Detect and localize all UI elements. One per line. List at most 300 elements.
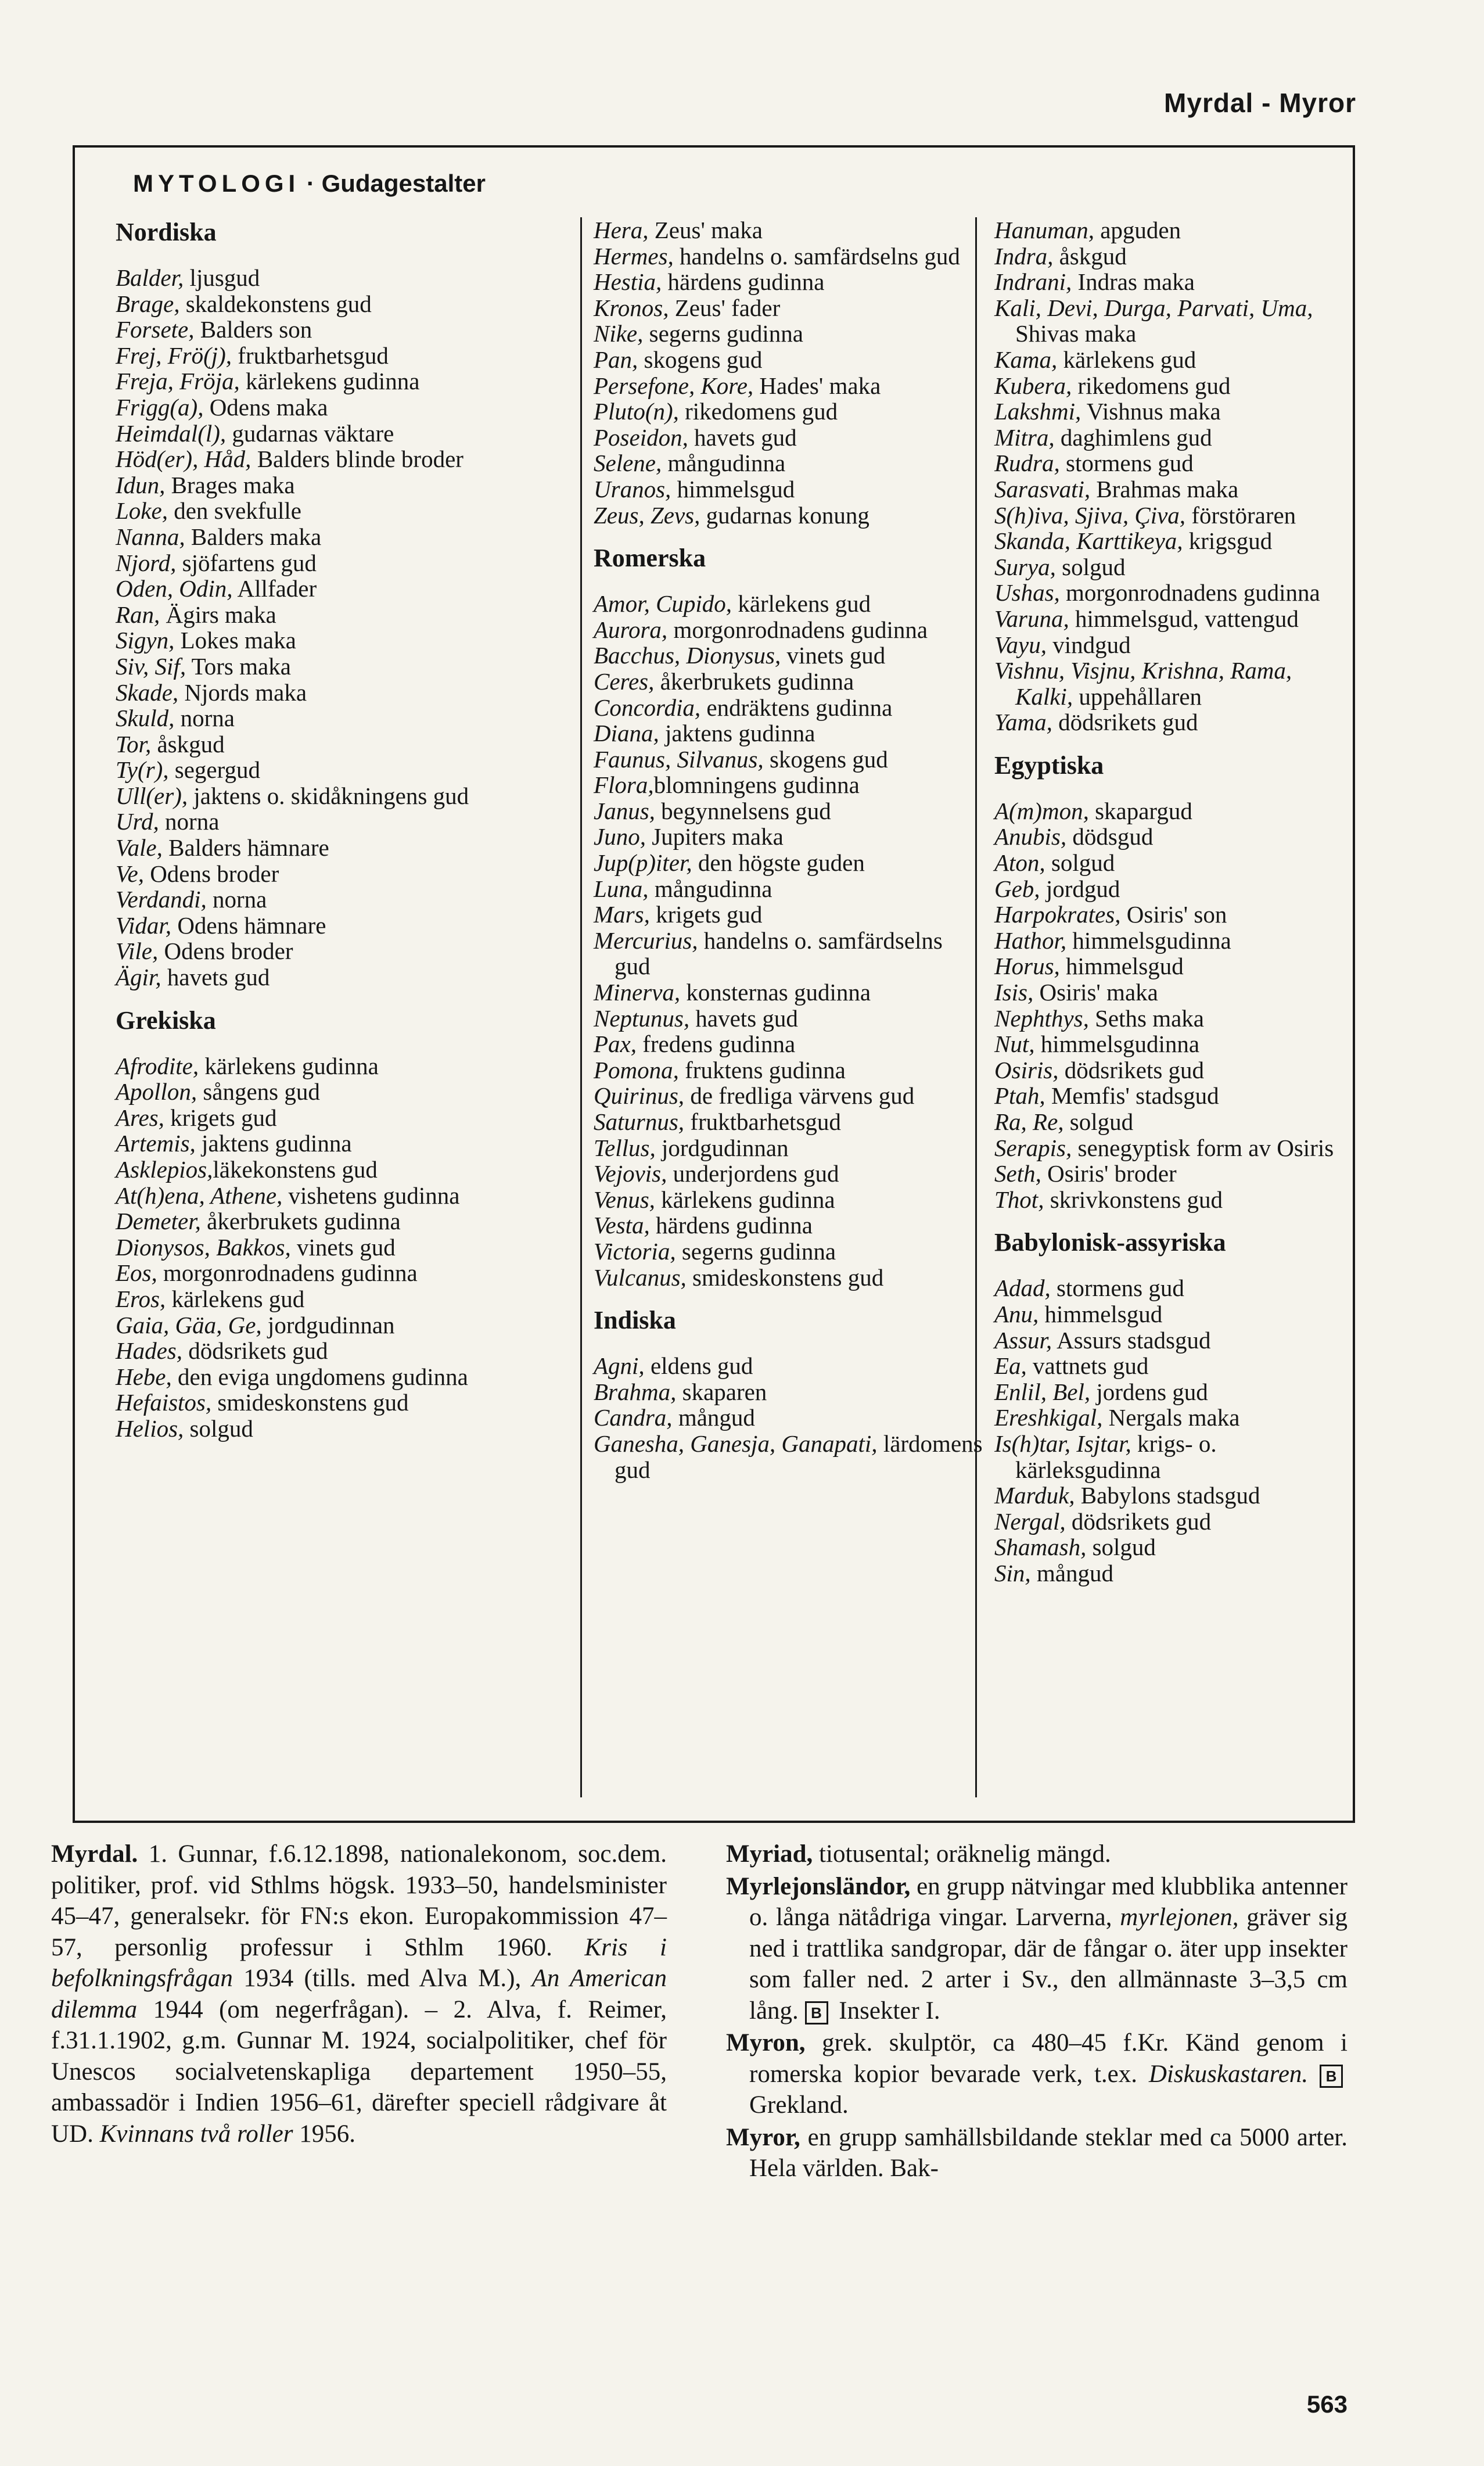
deity-description: läkekonstens gud (213, 1156, 378, 1183)
section-heading: Babylonisk-assyriska (994, 1228, 1226, 1257)
deity-description: jaktens gudinna (195, 1130, 352, 1157)
deity-entry (994, 476, 1354, 502)
deity-entry (594, 642, 983, 669)
deity-entry (994, 1057, 1354, 1083)
column-1 (116, 217, 534, 1797)
deity-name: Vejovis, (594, 1160, 667, 1187)
deity-entry (116, 1338, 534, 1364)
deity-name: Selene, (594, 450, 662, 477)
deity-name: Quirinus, (594, 1082, 685, 1110)
deity-entry (994, 979, 1354, 1006)
deity-name: Balder, (116, 264, 184, 291)
deity-description: handelns o. samfärdselns gud (673, 242, 960, 270)
deity-name: Vale, (116, 834, 163, 862)
deity-description: Lokes maka (174, 627, 296, 654)
deity-name: Ares, (116, 1104, 164, 1131)
deity-entry (594, 772, 983, 798)
deity-description: solgud (1055, 553, 1126, 580)
section-heading: Nordiska (116, 218, 217, 246)
deity-name: Indrani, (994, 268, 1072, 296)
deity-entry (994, 528, 1354, 554)
deity-name: Sarasvati, (994, 475, 1091, 502)
deity-description: vinets gud (290, 1233, 396, 1261)
entries-right (726, 1839, 1348, 2185)
entry-text: en grupp nätvingar med klubblika antenner o. långa nätådriga vingar. Larverna, (749, 1872, 1348, 1931)
deity-name: Amor, Cupido, (594, 590, 732, 618)
section-heading: Egyptiska (994, 751, 1104, 780)
deity-name: Ve, (116, 860, 144, 887)
deity-name: Luna, (594, 875, 649, 902)
deity-name: Juno, (594, 823, 646, 850)
deity-name: Siv, Sif, (116, 652, 186, 680)
deity-entry (594, 425, 983, 451)
deity-entry (994, 1161, 1354, 1187)
deity-name: Apollon, (116, 1078, 197, 1105)
deity-name: Nanna, (116, 523, 185, 550)
deity-description: Indras maka (1072, 268, 1195, 296)
deity-entry (594, 1353, 983, 1379)
deity-entry (116, 1312, 534, 1338)
deity-entry (994, 269, 1354, 295)
deity-entry (594, 1135, 983, 1161)
entry-text: gräver sig ned i trattlika sandgropar, där de fångar o. äter upp insekter som faller ned. 2 arter i Sv., den allmännaste 3–3,5 cm lång. (749, 1904, 1348, 2025)
deity-description: åskgud (1053, 242, 1127, 270)
deity-description: Ägirs maka (160, 601, 276, 628)
deity-name: Harpokrates, (994, 901, 1121, 928)
deity-description: endräktens gudinna (700, 694, 893, 721)
deity-description: Hades' maka (753, 372, 881, 399)
deity-name: Tor, (116, 730, 152, 758)
deity-description: skaldekonstens gud (179, 290, 372, 317)
deity-name: Persefone, Kore, (594, 372, 754, 399)
deity-name: Vesta, (594, 1212, 650, 1239)
deity-entry (594, 669, 983, 695)
deity-name: Urd, (116, 808, 159, 835)
deity-description: fruktens gudinna (678, 1056, 846, 1083)
entry-text: 1944 (om negerfrågan). – 2. Alva, f. Reimer, f.31.1.1902, g.m. Gunnar M. 1924, socialpolitiker, chef för Unescos socialvetenskapliga departement 1950–55, ambassadör i Indien 1956–61, därefter speciell rådgivare åt UD. (51, 1995, 667, 2148)
deity-entry (994, 798, 1354, 824)
deity-description: Osiris' broder (1041, 1160, 1177, 1187)
deity-entry (994, 580, 1354, 606)
deity-entry (994, 1006, 1354, 1032)
deity-name: Ty(r), (116, 756, 169, 784)
deity-entry (994, 658, 1354, 709)
deity-name: Varuna, (994, 605, 1069, 632)
cross-reference-link[interactable]: Grekland. (749, 2091, 849, 2119)
running-title: Myrdal - Myror (1164, 88, 1356, 118)
deity-description: himmelsgud (671, 475, 795, 502)
deity-name: Frej, Frö(j), (116, 342, 232, 369)
deity-description: kärlekens gudinna (239, 368, 420, 395)
deity-entry (594, 1239, 983, 1265)
deity-entry (116, 317, 534, 343)
deity-name: Ptah, (994, 1082, 1045, 1110)
deity-description: jaktens gudinna (659, 720, 815, 747)
deity-entry (116, 938, 534, 964)
deity-name: Vile, (116, 938, 159, 965)
deity-description: smideskonstens gud (211, 1389, 409, 1416)
entry-myrdal (51, 1839, 667, 2151)
deity-name: Aurora, (594, 616, 668, 643)
headword: Myriad, (726, 1840, 813, 1868)
deity-description: krigets gud (649, 901, 763, 928)
deity-description: skogens gud (638, 346, 763, 373)
deity-entry (994, 1379, 1354, 1405)
deity-name: Hades, (116, 1337, 183, 1365)
deity-name: Is(h)tar, Isjtar, (994, 1430, 1131, 1457)
deity-name: Mars, (594, 901, 650, 928)
deity-entry (994, 1031, 1354, 1057)
column-2 (580, 217, 983, 1797)
deity-name: Brahma, (594, 1378, 677, 1405)
deity-description: Balders son (194, 316, 312, 343)
deity-entry (116, 627, 534, 654)
deity-name: Saturnus, (594, 1108, 685, 1135)
deity-description: åkerbrukets gudinna (654, 667, 854, 695)
deity-entry (116, 1286, 534, 1312)
deity-entry (994, 1353, 1354, 1379)
deity-name: Faunus, Silvanus, (594, 745, 764, 773)
deity-entry (116, 1130, 534, 1157)
deity-description: Balders blinde broder (251, 446, 463, 473)
deity-name: Pax, (594, 1031, 637, 1058)
deity-name: Ereshkigal, (994, 1404, 1103, 1431)
deity-description: Odens broder (158, 938, 293, 965)
deity-description: segerns gudinna (675, 1237, 836, 1265)
deity-entry (994, 347, 1354, 373)
deity-name: Jup(p)iter, (594, 849, 692, 877)
deity-entry (994, 953, 1354, 979)
deity-name: Frigg(a), (116, 393, 204, 421)
deity-entry (594, 217, 983, 243)
deity-entry (594, 798, 983, 824)
deity-name: Anubis, (994, 823, 1067, 850)
deity-entry (116, 705, 534, 731)
deity-description: jordgudinnan (655, 1134, 789, 1161)
deity-description: himmelsgud (1039, 1300, 1163, 1327)
deity-name: Vidar, (116, 911, 172, 939)
deity-description: begynnelsens gud (655, 797, 831, 824)
deity-description: kärlekens gudinna (655, 1186, 835, 1213)
deity-name: Pluto(n), (594, 398, 679, 425)
deity-entry (116, 576, 534, 602)
deity-name: Mercurius, (594, 927, 698, 954)
deity-entry (594, 695, 983, 721)
deity-name: S(h)iva, Sjiva, Çiva, (994, 501, 1186, 529)
deity-name: Ra, Re, (994, 1108, 1064, 1135)
deity-name: Demeter, (116, 1208, 201, 1235)
deity-description: skogens gud (763, 745, 888, 773)
deity-entry (994, 902, 1354, 928)
deity-entry (116, 1105, 534, 1131)
picture-reference-icon: B (1320, 2065, 1343, 2088)
deity-description: stormens gud (1059, 450, 1194, 477)
deity-name: Horus, (994, 953, 1060, 980)
deity-name: Dionysos, Bakkos, (116, 1233, 291, 1261)
deity-name: Nike, (594, 320, 644, 347)
deity-entry (116, 394, 534, 421)
deity-entry (994, 450, 1354, 476)
deity-name: Skanda, Karttikeya, (994, 527, 1183, 555)
deity-description: den eviga ungdomens gudinna (171, 1363, 468, 1390)
deity-name: Isis, (994, 979, 1034, 1006)
entry-italic: myrlejonen, (1120, 1904, 1239, 1931)
deity-entry (594, 876, 983, 902)
deity-description: norna (206, 886, 267, 913)
deity-description: Nergals maka (1102, 1404, 1240, 1431)
deity-description: åskgud (151, 730, 225, 758)
deity-description: Seths maka (1088, 1004, 1204, 1032)
deity-entry (594, 720, 983, 746)
myrdal-paragraph (51, 1839, 667, 2149)
deity-description: Odens broder (143, 860, 279, 887)
deity-entry (116, 913, 534, 939)
deity-name: Assur, (994, 1326, 1052, 1354)
deity-name: Artemis, (116, 1130, 196, 1157)
deity-name: Vulcanus, (594, 1263, 687, 1291)
deity-entry (116, 861, 534, 887)
entry-text: tiotusental; oräknelig mängd. (813, 1840, 1111, 1868)
cross-reference-link[interactable]: Insekter I. (832, 1997, 940, 2025)
deity-entry (994, 1275, 1354, 1301)
deity-entry (116, 291, 534, 317)
deity-entry (116, 1390, 534, 1416)
deity-description: Osiris' son (1120, 901, 1227, 928)
deity-entry (994, 606, 1354, 632)
deity-entry (994, 876, 1354, 902)
deity-entry (594, 347, 983, 373)
deity-description: himmelsgudinna (1034, 1031, 1200, 1058)
deity-name: Nut, (994, 1031, 1035, 1058)
deity-description: vinets gud (781, 642, 886, 669)
deity-name: Adad, (994, 1275, 1051, 1302)
deity-name: Höd(er), Håd, (116, 446, 251, 473)
deity-description: jordens gud (1090, 1378, 1208, 1405)
entry-text: 1956. (293, 2120, 355, 2148)
deity-description: skrivkonstens gud (1044, 1186, 1223, 1213)
deity-name: Skade, (116, 679, 179, 706)
deity-description: Vishnus maka (1081, 398, 1221, 425)
deity-description: den svekfulle (167, 497, 301, 525)
book-title: Kvinnans två roller (99, 2120, 293, 2148)
deity-description: segerns gudinna (643, 320, 803, 347)
entry-myron (726, 2027, 1348, 2121)
deity-name: Thot, (994, 1186, 1044, 1213)
entry-text: en grupp samhällsbildande steklar med ca 5000 arter. Hela världen. Bak- (749, 2123, 1348, 2182)
deity-name: Ägir, (116, 964, 161, 991)
deity-name: Nephthys, (994, 1004, 1089, 1032)
headword: Myror, (726, 2123, 800, 2151)
deity-description: förstöraren (1185, 501, 1296, 529)
deity-description: Assurs stadsgud (1052, 1326, 1211, 1354)
deity-description: handelns o. samfärdselns gud (615, 927, 943, 980)
deity-description: kärlekens gudinna (199, 1052, 379, 1079)
deity-name: Eros, (116, 1285, 166, 1312)
deity-description: ljusgud (184, 264, 260, 291)
deity-entry (594, 1083, 983, 1109)
deity-entry (994, 1083, 1354, 1109)
deity-name: Freja, Fröja, (116, 368, 240, 395)
entry-myror (726, 2122, 1348, 2184)
deity-description: solgud (184, 1415, 253, 1442)
deity-description: vishetens gudinna (282, 1182, 460, 1209)
deity-entry (116, 421, 534, 447)
deity-name: Skuld, (116, 705, 175, 732)
deity-description: morgonrodnadens gudinna (1059, 579, 1320, 606)
deity-entry (116, 498, 534, 524)
headword: Myron, (726, 2029, 806, 2056)
deity-name: Kronos, (594, 294, 669, 321)
deity-description: solgud (1045, 849, 1115, 877)
deity-description: Balders maka (185, 523, 322, 550)
deity-description: krigets gud (164, 1104, 277, 1131)
deity-entry (994, 425, 1354, 451)
deity-name: Pomona, (594, 1056, 679, 1083)
deity-description: jordgudinnan (261, 1311, 395, 1338)
deity-description: kärlekens gud (732, 590, 871, 618)
deity-description: rikedomens gud (1072, 372, 1231, 399)
deity-entry (594, 1109, 983, 1135)
deity-entry (116, 1157, 534, 1183)
deity-description: krigs- o. kärleksgudinna (1015, 1430, 1217, 1483)
deity-name: Tellus, (594, 1134, 656, 1161)
deity-name: Idun, (116, 471, 166, 498)
deity-name: Ull(er), (116, 782, 188, 809)
deity-description: krigsgud (1183, 527, 1273, 555)
headword: Myrlejonsländor, (726, 1872, 911, 1900)
entry-text: 1. Gunnar, f.6.12.1898, nationalekonom, soc.dem. politiker, prof. vid Sthlms högsk. 1933–50, handelsminister 45–47, generalsekr. för FN:s ekon. Europakommission 47–57, personlig professur i Sthlm 1960. (51, 1840, 667, 1961)
deity-name: Minerva, (594, 979, 681, 1006)
deity-entry (116, 1053, 534, 1079)
deity-description: kärlekens gud (1057, 346, 1196, 373)
deity-entry (116, 1234, 534, 1261)
deity-name: Mitra, (994, 423, 1055, 451)
deity-entry (994, 295, 1354, 347)
deity-entry (594, 591, 983, 617)
deity-entry (594, 1405, 983, 1431)
deity-entry (594, 850, 983, 876)
section-heading: Indiska (594, 1306, 676, 1335)
deity-name: Hathor, (994, 927, 1067, 954)
deity-entry (594, 746, 983, 773)
deity-description: rikedomens gud (678, 398, 838, 425)
deity-entry (116, 524, 534, 550)
deity-name: Neptunus, (594, 1004, 690, 1032)
deity-name: Heimdal(l), (116, 419, 227, 447)
deity-entry (994, 217, 1354, 243)
deity-entry (994, 1109, 1354, 1135)
deity-name: Ran, (116, 601, 160, 628)
deity-name: Oden, Odin, (116, 575, 233, 602)
deity-name: Ea, (994, 1352, 1027, 1380)
deity-entry (116, 265, 534, 291)
deity-entry (116, 1208, 534, 1234)
deity-entry (594, 243, 983, 270)
deity-name: Pan, (594, 346, 638, 373)
deity-name: Hera, (594, 217, 649, 243)
deity-name: Ceres, (594, 667, 655, 695)
deity-name: Ganesha, Ganesja, Ganapati, (594, 1430, 878, 1457)
deity-entry (116, 964, 534, 990)
deity-name: Lakshmi, (994, 398, 1081, 425)
deity-entry (594, 502, 983, 529)
deity-entry (594, 1006, 983, 1032)
deity-description: Brages maka (165, 471, 295, 498)
deity-description: Zeus' fader (669, 294, 781, 321)
deity-description: Zeus' maka (648, 217, 763, 243)
deity-entry (594, 476, 983, 502)
deity-entry (594, 1212, 983, 1239)
deity-description: sjöfartens gud (176, 549, 317, 576)
deity-entry (116, 809, 534, 835)
page-number: 563 (1306, 2390, 1348, 2418)
deity-description: havets gud (689, 1004, 798, 1032)
deity-entry (994, 1483, 1354, 1509)
entry-myrlejonslandor (726, 1871, 1348, 2027)
deity-entry (994, 1187, 1354, 1213)
entry-myriad (726, 1839, 1348, 1870)
deity-entry (116, 602, 534, 628)
deity-description: sångens gud (197, 1078, 320, 1105)
deity-entry (116, 1183, 534, 1209)
box-title-sub: Gudagestalter (321, 170, 486, 197)
deity-name: Enlil, Bel, (994, 1378, 1091, 1405)
deity-name: Sigyn, (116, 627, 175, 654)
deity-entry (116, 654, 534, 680)
deity-entry (594, 450, 983, 476)
deity-description: Odens maka (203, 393, 328, 421)
deity-name: Vayu, (994, 631, 1047, 658)
deity-description: vindgud (1046, 631, 1131, 658)
picture-reference-icon: B (805, 2001, 828, 2025)
deity-entry (116, 1079, 534, 1105)
deity-entry (116, 472, 534, 498)
deity-name: Verdandi, (116, 886, 207, 913)
deity-description: fruktbarhetsgud (232, 342, 389, 369)
deity-description: åkerbrukets gudinna (200, 1208, 401, 1235)
deity-name: Brage, (116, 290, 180, 317)
deity-name: Marduk, (994, 1482, 1075, 1509)
deity-description: uppehållaren (1073, 683, 1202, 710)
deity-entry (116, 1260, 534, 1286)
deity-name: Gaia, Gäa, Ge, (116, 1311, 262, 1338)
deity-description: dödsrikets gud (1065, 1507, 1212, 1535)
deity-entry (994, 502, 1354, 529)
deity-name: Yama, (994, 709, 1052, 736)
deity-description: skapargud (1088, 797, 1192, 824)
deity-entry (994, 824, 1354, 850)
deity-entry (994, 1431, 1354, 1483)
deity-description: Njords maka (178, 679, 307, 706)
deity-name: Hefaistos, (116, 1389, 212, 1416)
box-title-main: MYTOLOGI (133, 170, 300, 197)
deity-entry (594, 979, 983, 1006)
deity-entry (116, 680, 534, 706)
deity-entry (116, 446, 534, 472)
deity-entry (116, 343, 534, 369)
deity-description: gudarnas väktare (226, 419, 394, 447)
deity-entry (994, 1301, 1354, 1327)
deity-name: Indra, (994, 242, 1054, 270)
deity-description: solgud (1086, 1534, 1156, 1561)
deity-description: Brahmas maka (1090, 475, 1239, 502)
deity-entry (994, 1135, 1354, 1161)
deity-name: Loke, (116, 497, 168, 525)
deity-description: konsternas gudinna (680, 979, 871, 1006)
deity-description: norna (174, 705, 235, 732)
deity-description: härdens gudinna (662, 268, 825, 296)
deity-description: himmelsgudinna (1066, 927, 1231, 954)
